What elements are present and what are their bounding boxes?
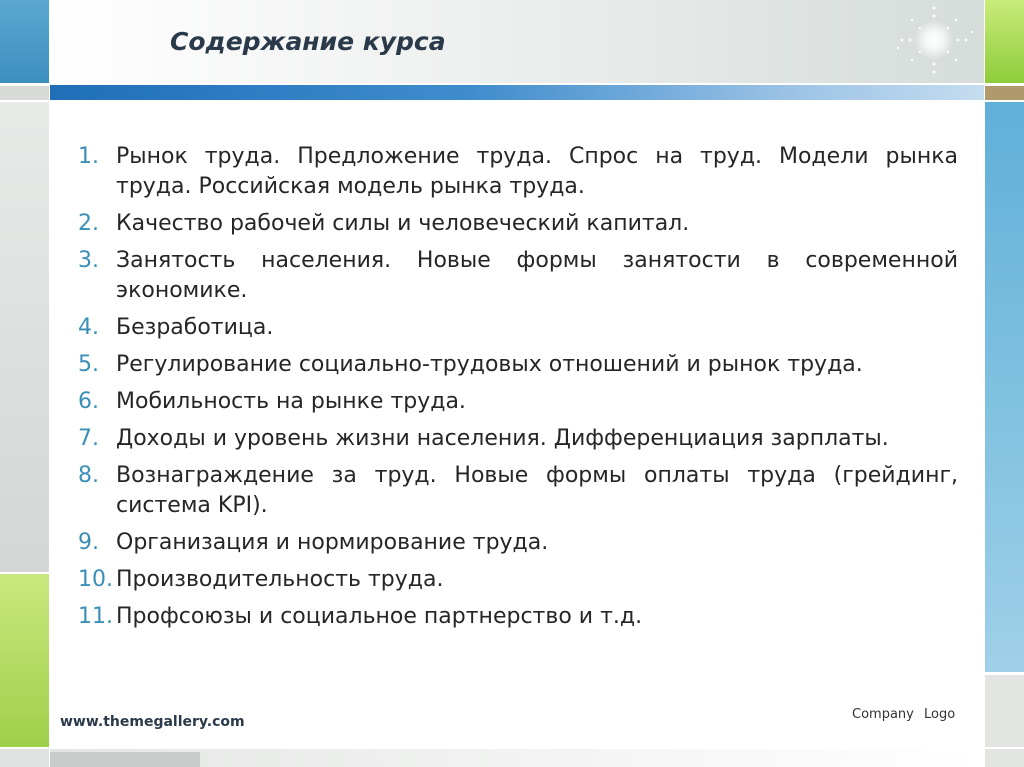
list-item [78,528,958,558]
sparkle-icon [882,0,982,83]
list-item [78,387,958,417]
list-item [78,565,958,595]
right-decor-green [985,0,1024,83]
left-decor-top [0,0,49,83]
list-item [78,602,958,632]
list-item-number: 9. [78,530,99,555]
header-accent-bar [50,85,984,100]
list-item-number: 11. [78,604,113,629]
list-item-text: Регулирование социально-трудовых отношений и рынок труда. [116,352,863,377]
list-item-number: 10. [78,567,113,592]
list-item [78,461,958,521]
list-item-text: Доходы и уровень жизни населения. Дифференциация зарплаты. [116,426,889,451]
right-decor-lower [985,675,1024,747]
list-item-text: Производительность труда. [116,567,444,592]
course-contents-list [78,142,958,639]
left-decor-band [0,86,49,100]
list-item-text: Вознаграждение за труд. Новые формы оплаты труда (грейдинг, система KPI). [116,463,958,518]
list-item-number: 6. [78,389,99,414]
slide-title: Содержание курса [170,27,446,56]
list-item-number: 8. [78,463,99,488]
list-item-text: Рынок труда. Предложение труда. Спрос на труд. Модели рынка труда. Российская модель рынка труда. [116,144,958,199]
list-item-text: Профсоюзы и социальное партнерство и т.д. [116,604,643,629]
list-item-number: 2. [78,211,99,236]
list-item-number: 5. [78,352,99,377]
left-decor-bottom [0,749,49,767]
list-item [78,142,958,202]
slide-header [50,0,984,83]
list-item-text: Занятость населения. Новые формы занятости в современной экономике. [116,248,958,303]
list-item [78,424,958,454]
list-item [78,350,958,380]
bottom-bar-accent [50,752,200,767]
list-item-text: Качество рабочей силы и человеческий капитал. [116,211,690,236]
right-decor-blue [985,102,1024,672]
list-item-text: Организация и нормирование труда. [116,530,549,555]
list-item-number: 7. [78,426,99,451]
footer-website: www.themegallery.com [60,714,245,730]
company-logo: Company Logo [852,707,956,722]
list-item-text: Мобильность на рынке труда. [116,389,466,414]
list-item-number: 4. [78,315,99,340]
list-item-text: Безработица. [116,315,274,340]
list-item [78,313,958,343]
list-item-number: 1. [78,144,99,169]
list-item [78,246,958,306]
left-decor-middle [0,102,49,572]
list-item [78,209,958,239]
left-decor-green [0,574,49,747]
right-decor-bottom [985,749,1024,767]
right-decor-band [985,86,1024,100]
list-item-number: 3. [78,248,99,273]
